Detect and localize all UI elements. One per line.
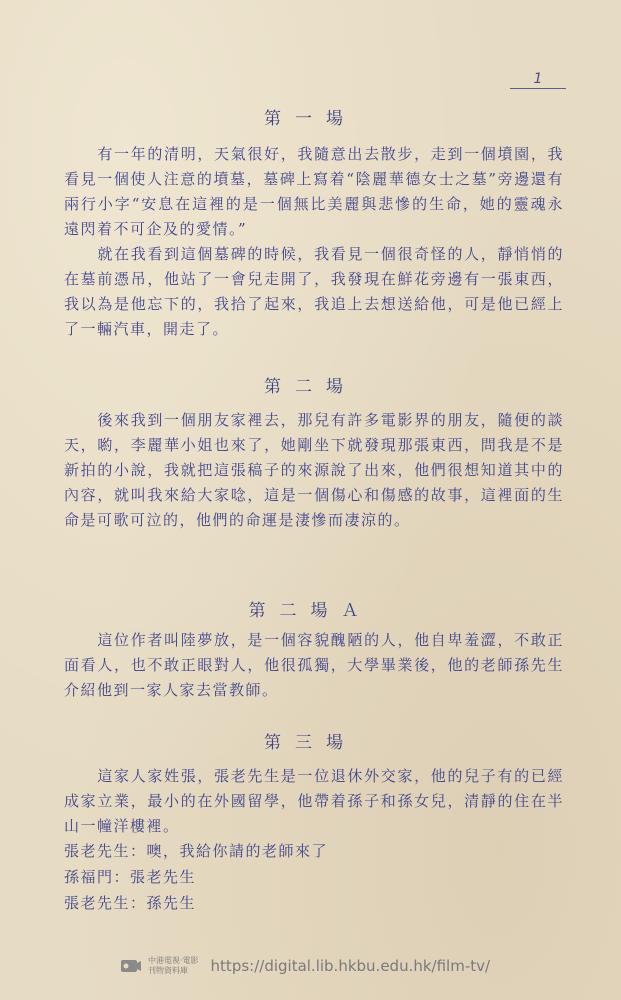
scene-2a-paragraph-1: 這位作者叫陸夢放，是一個容貌醜陋的人，他自卑羞澀，不敢正面看人，也不敢正眼對人，他很孤獨，大學畢業後，他的老師孫先生介紹他到一家人家去當教師。 (64, 631, 564, 699)
scene-1-title: 第一場 (264, 109, 357, 129)
scene-3-title: 第三場 (264, 733, 357, 753)
dialogue-line-1: 張老先生：噢，我給你請的老師來了 (64, 842, 329, 860)
page-number: 1 (510, 70, 566, 89)
scene-2-paragraph-1: 後來我到一個朋友家裡去，那兒有許多電影界的朋友，隨便的談天，喲，李麗華小姐也來了，她剛坐下就發現那張東西，問我是不是新拍的小說，我就把這張稿子的來源說了出來，他們很想知道其中的內容，就叫我來給大家唸，這是一個傷心和傷感的故事，這裡面的生命是可歌可泣的，他們的命運是淒慘而凄涼的。 (64, 411, 564, 529)
scene-1-paragraph-2: 就在我看到這個墓碑的時候，我看見一個很奇怪的人，靜悄悄的在墓前憑吊，他站了一會兒走開了，我發現在鮮花旁邊有一張東西，我以為是他忘下的，我拾了起來，我追上去想送給他，可是他已經上了一輛汽車，開走了。 (64, 245, 564, 338)
dialogue-line-2: 孫福門：張老先生 (64, 868, 197, 886)
archive-url-link[interactable]: https://digital.lib.hkbu.edu.hk/film-tv/ (210, 957, 491, 975)
scene-3-paragraph-1: 這家人家姓張，張老先生是一位退休外交家，他的兒子有的已經成家立業，最小的在外國留學，他帶着孫子和孫女兒，清靜的住在半山一幢洋樓裡。 (64, 767, 564, 835)
scene-1-paragraph-1: 有一年的清明，天氣很好，我隨意出去散步，走到一個墳園，我看見一個使人注意的墳墓，墓碑上寫着“陰麗華德女士之墓”旁邊還有兩行小字“安息在這裡的是一個無比美麗與悲慘的生命，她的靈魂永遠閃着不可企及的愛情。” (64, 145, 564, 238)
archive-org-name (148, 956, 199, 976)
dialogue-line-3: 張老先生：孫先生 (64, 894, 197, 912)
archive-watermark (120, 948, 490, 984)
archive-org-line-2: 刊物資料庫 (148, 966, 188, 975)
archive-org-line-1: 中港電視·電影 (148, 956, 199, 965)
archive-logo-icon (120, 955, 142, 977)
scene-2a-title: 第二場Ａ (248, 601, 373, 621)
scene-2-title: 第二場 (264, 377, 357, 397)
